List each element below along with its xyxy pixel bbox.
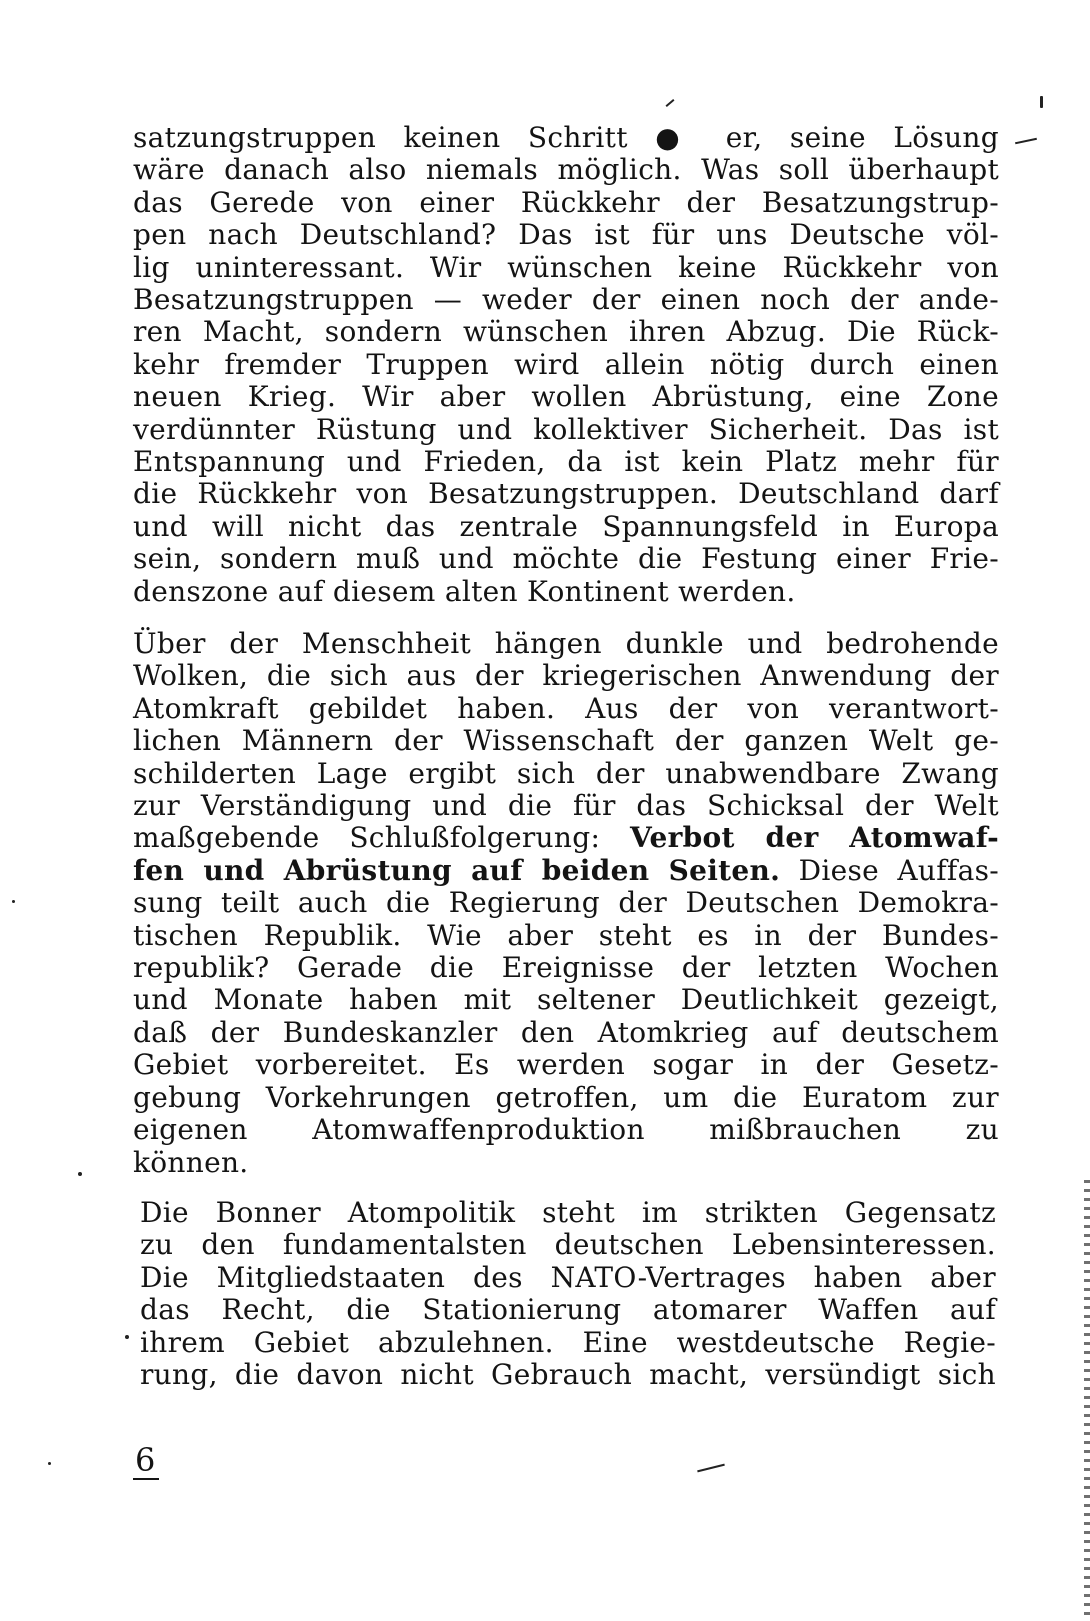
- text-line: eigenen Atomwaffenproduktion mißbrauchen zu: [133, 1113, 999, 1147]
- paragraph-2: [133, 628, 999, 1179]
- text-line: satzungstruppen keinen Schritt ● er, seine Lösung: [133, 121, 999, 154]
- text-line: Atomkraft gebildet haben. Aus der von verantwort-: [133, 691, 999, 725]
- text-line: können.: [133, 1145, 249, 1179]
- scan-speck: [48, 1462, 51, 1465]
- text-line: Die Mitgliedstaaten des NATO-Vertrages haben aber: [140, 1260, 996, 1294]
- scan-speck: [1040, 96, 1043, 108]
- text-line: lichen Männern der Wissenschaft der ganzen Welt ge-: [133, 724, 999, 758]
- emphasis-text: Verbot der Atomwaf-: [630, 821, 999, 855]
- text-line: lig uninteressant. Wir wünschen keine Rückkehr von: [133, 250, 999, 284]
- scan-speck: [125, 1335, 129, 1339]
- text-line: daß der Bundeskanzler den Atomkrieg auf deutschem: [133, 1015, 999, 1049]
- text-line: und will nicht das zentrale Spannungsfeld in Europa: [133, 509, 999, 543]
- text-segment: Diese Auffas-: [780, 853, 999, 887]
- text-line: die Rückkehr von Besatzungstruppen. Deutschland darf: [133, 477, 999, 511]
- scan-mark: [697, 1464, 725, 1473]
- text-line: verdünnter Rüstung und kollektiver Sicherheit. Das ist: [133, 412, 999, 446]
- paragraph-3: [140, 1197, 996, 1391]
- text-line: Besatzungstruppen — weder der einen noch der ande-: [133, 283, 999, 317]
- scan-mark: [666, 99, 675, 107]
- text-line: republik? Gerade die Ereignisse der letzten Wochen: [133, 951, 999, 985]
- scan-speck: [12, 900, 15, 903]
- scan-mark: [1015, 138, 1037, 145]
- text-line: zur Verständigung und die für das Schicksal der Welt: [133, 789, 999, 823]
- text-line: das Recht, die Stationierung atomarer Waffen auf: [140, 1293, 996, 1327]
- text-line: Entspannung und Frieden, da ist kein Platz mehr für: [133, 445, 999, 479]
- text-line: denszone auf diesem alten Kontinent werden.: [133, 574, 796, 608]
- scan-speck: [78, 1172, 82, 1176]
- text-line: rung, die davon nicht Gebrauch macht, versündigt sich: [140, 1358, 996, 1392]
- emphasis-text: fen und Abrüstung auf beiden Seiten.: [133, 853, 781, 887]
- text-line: Die Bonner Atompolitik steht im strikten Gegensatz: [140, 1196, 996, 1229]
- text-line: ihrem Gebiet abzulehnen. Eine westdeutsche Regie-: [140, 1325, 996, 1359]
- text-line: [133, 822, 999, 854]
- text-line: neuen Krieg. Wir aber wollen Abrüstung, eine Zone: [133, 380, 999, 414]
- binding-edge: [1084, 1180, 1090, 1620]
- text-line: [133, 855, 999, 887]
- text-line: tischen Republik. Wie aber steht es in der Bundes-: [133, 918, 999, 952]
- text-line: sung teilt auch die Regierung der Deutschen Demokra-: [133, 886, 999, 920]
- text-line: zu den fundamentalsten deutschen Lebensinteressen.: [140, 1228, 996, 1262]
- text-line: pen nach Deutschland? Das ist für uns Deutsche völ-: [133, 218, 999, 252]
- page-number: 6: [133, 1442, 159, 1480]
- text-line: ren Macht, sondern wünschen ihren Abzug. Die Rück-: [133, 315, 999, 349]
- text-line: das Gerede von einer Rückkehr der Besatzungstrup-: [133, 185, 999, 219]
- text-line: Über der Menschheit hängen dunkle und bedrohende: [133, 627, 999, 660]
- text-line: schilderten Lage ergibt sich der unabwendbare Zwang: [133, 756, 999, 790]
- text-line: Wolken, die sich aus der kriegerischen Anwendung der: [133, 659, 999, 693]
- text-line: und Monate haben mit seltener Deutlichkeit gezeigt,: [133, 983, 999, 1017]
- text-line: wäre danach also niemals möglich. Was soll überhaupt: [133, 153, 999, 187]
- text-segment: maßgebende Schlußfolgerung:: [133, 821, 631, 855]
- text-line: gebung Vorkehrungen getroffen, um die Euratom zur: [133, 1080, 999, 1114]
- text-line: kehr fremder Truppen wird allein nötig durch einen: [133, 347, 999, 381]
- text-line: Gebiet vorbereitet. Es werden sogar in der Gesetz-: [133, 1048, 999, 1082]
- text-line: sein, sondern muß und möchte die Festung einer Frie-: [133, 542, 999, 576]
- paragraph-1: [133, 122, 999, 608]
